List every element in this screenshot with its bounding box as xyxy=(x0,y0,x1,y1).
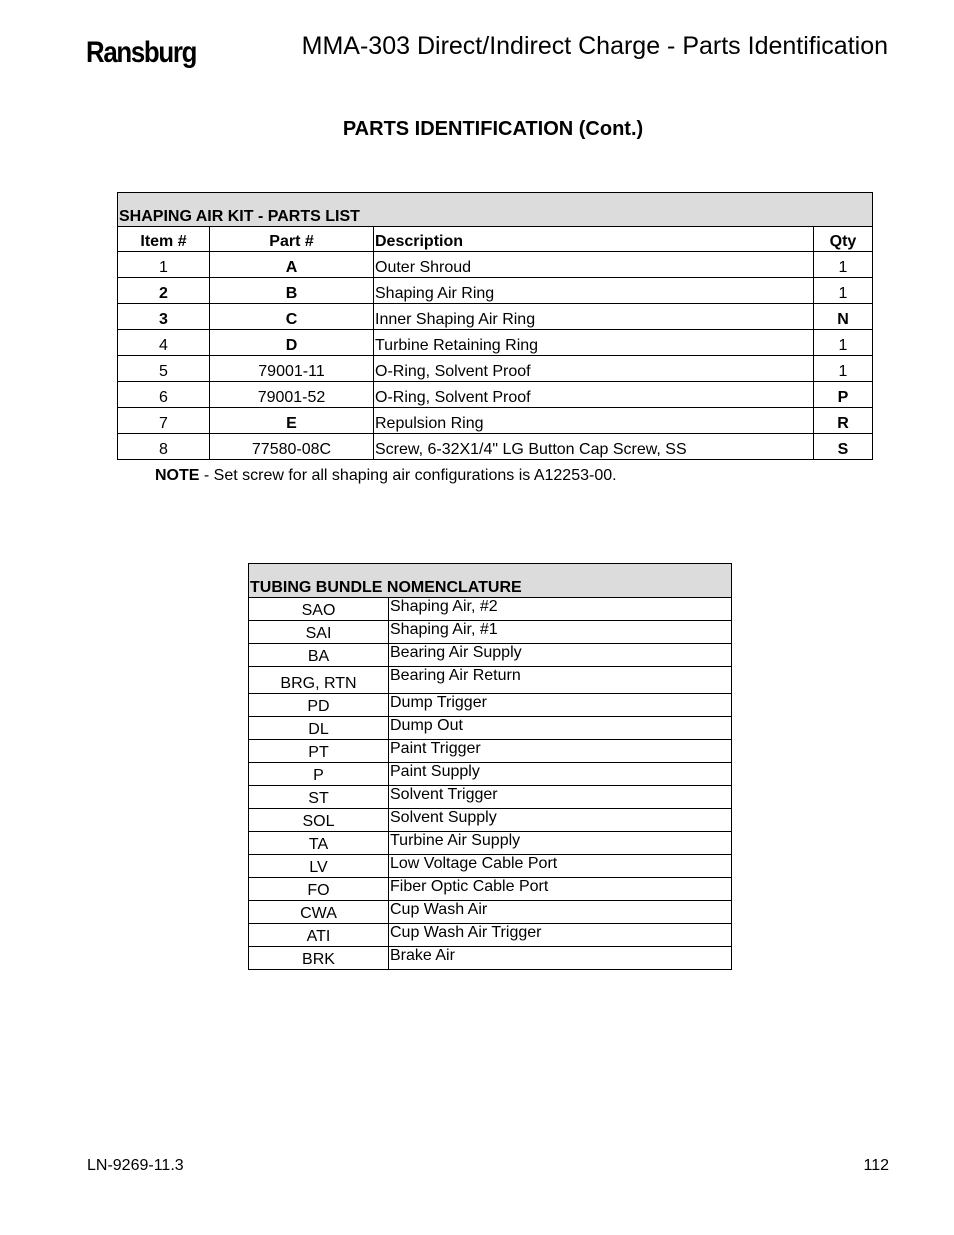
part-cell: D xyxy=(210,330,374,356)
code-cell: SAI xyxy=(249,621,389,644)
code-cell: PT xyxy=(249,740,389,763)
description-cell: Bearing Air Supply xyxy=(389,644,732,667)
part-cell: E xyxy=(210,408,374,434)
description-cell: Outer Shroud xyxy=(374,252,814,278)
table-row xyxy=(249,786,732,809)
table-row xyxy=(118,434,873,460)
table-row xyxy=(118,252,873,278)
description-cell: Solvent Supply xyxy=(389,809,732,832)
table-row xyxy=(249,855,732,878)
table-row xyxy=(249,740,732,763)
table-row xyxy=(249,717,732,740)
code-cell: SOL xyxy=(249,809,389,832)
qty-cell: 1 xyxy=(814,278,873,304)
code-cell: BRG, RTN xyxy=(249,667,389,694)
description-cell: Fiber Optic Cable Port xyxy=(389,878,732,901)
note-text: - Set screw for all shaping air configurations is A12253-00. xyxy=(199,467,617,484)
code-cell: TA xyxy=(249,832,389,855)
item-cell: 4 xyxy=(118,330,210,356)
qty-cell: P xyxy=(814,382,873,408)
description-cell: Shaping Air Ring xyxy=(374,278,814,304)
description-cell: Cup Wash Air xyxy=(389,901,732,924)
table-row xyxy=(249,947,732,970)
description-cell: Low Voltage Cable Port xyxy=(389,855,732,878)
parts-list-table xyxy=(117,192,873,460)
col-header-item: Item # xyxy=(118,227,210,252)
code-cell: BRK xyxy=(249,947,389,970)
table-row xyxy=(118,330,873,356)
code-cell: ST xyxy=(249,786,389,809)
page-number: 112 xyxy=(863,1157,889,1174)
qty-cell: R xyxy=(814,408,873,434)
qty-cell: N xyxy=(814,304,873,330)
description-cell: Solvent Trigger xyxy=(389,786,732,809)
code-cell: P xyxy=(249,763,389,786)
code-cell: PD xyxy=(249,694,389,717)
table-row xyxy=(249,644,732,667)
description-cell: Shaping Air, #1 xyxy=(389,621,732,644)
item-cell: 5 xyxy=(118,356,210,382)
part-cell: C xyxy=(210,304,374,330)
table-row xyxy=(118,408,873,434)
table-row xyxy=(249,809,732,832)
description-cell: O-Ring, Solvent Proof xyxy=(374,382,814,408)
col-header-part: Part # xyxy=(210,227,374,252)
qty-cell: 1 xyxy=(814,330,873,356)
description-cell: Turbine Air Supply xyxy=(389,832,732,855)
code-cell: CWA xyxy=(249,901,389,924)
description-cell: Repulsion Ring xyxy=(374,408,814,434)
item-cell: 6 xyxy=(118,382,210,408)
document-number: LN-9269-11.3 xyxy=(87,1157,184,1174)
table-row xyxy=(249,598,732,621)
table-row xyxy=(118,356,873,382)
code-cell: ATI xyxy=(249,924,389,947)
table-row xyxy=(249,924,732,947)
set-screw-note xyxy=(155,467,617,485)
table-row xyxy=(249,878,732,901)
description-cell: Brake Air xyxy=(389,947,732,970)
table-row xyxy=(249,901,732,924)
description-cell: Bearing Air Return xyxy=(389,667,732,694)
part-cell: 77580-08C xyxy=(210,434,374,460)
table-row xyxy=(249,763,732,786)
table-row xyxy=(249,621,732,644)
table-row xyxy=(118,304,873,330)
description-cell: Cup Wash Air Trigger xyxy=(389,924,732,947)
description-cell: Inner Shaping Air Ring xyxy=(374,304,814,330)
description-cell: Shaping Air, #2 xyxy=(389,598,732,621)
description-cell: Dump Trigger xyxy=(389,694,732,717)
tubing-table-title: TUBING BUNDLE NOMENCLATURE xyxy=(249,564,732,598)
table-row xyxy=(249,694,732,717)
tubing-bundle-table xyxy=(248,563,732,970)
table-row xyxy=(118,278,873,304)
part-cell: B xyxy=(210,278,374,304)
item-cell: 8 xyxy=(118,434,210,460)
item-cell: 7 xyxy=(118,408,210,434)
code-cell: SAO xyxy=(249,598,389,621)
part-cell: A xyxy=(210,252,374,278)
brand-logo: Ransburg xyxy=(86,36,197,69)
code-cell: FO xyxy=(249,878,389,901)
part-cell: 79001-11 xyxy=(210,356,374,382)
code-cell: BA xyxy=(249,644,389,667)
col-header-qty: Qty xyxy=(814,227,873,252)
qty-cell: S xyxy=(814,434,873,460)
description-cell: O-Ring, Solvent Proof xyxy=(374,356,814,382)
table-row xyxy=(249,667,732,694)
table-row xyxy=(249,832,732,855)
qty-cell: 1 xyxy=(814,252,873,278)
description-cell: Dump Out xyxy=(389,717,732,740)
description-cell: Paint Supply xyxy=(389,763,732,786)
note-label: NOTE xyxy=(155,467,200,484)
item-cell: 3 xyxy=(118,304,210,330)
item-cell: 1 xyxy=(118,252,210,278)
description-cell: Turbine Retaining Ring xyxy=(374,330,814,356)
section-title: PARTS IDENTIFICATION (Cont.) xyxy=(342,118,644,140)
qty-cell: 1 xyxy=(814,356,873,382)
description-cell: Screw, 6-32X1/4" LG Button Cap Screw, SS xyxy=(374,434,814,460)
description-cell: Paint Trigger xyxy=(389,740,732,763)
item-cell: 2 xyxy=(118,278,210,304)
code-cell: DL xyxy=(249,717,389,740)
part-cell: 79001-52 xyxy=(210,382,374,408)
table-row xyxy=(118,382,873,408)
col-header-description: Description xyxy=(374,227,814,252)
code-cell: LV xyxy=(249,855,389,878)
document-title: MMA-303 Direct/Indirect Charge - Parts Identification xyxy=(301,32,888,60)
parts-table-title: SHAPING AIR KIT - PARTS LIST xyxy=(118,193,873,227)
